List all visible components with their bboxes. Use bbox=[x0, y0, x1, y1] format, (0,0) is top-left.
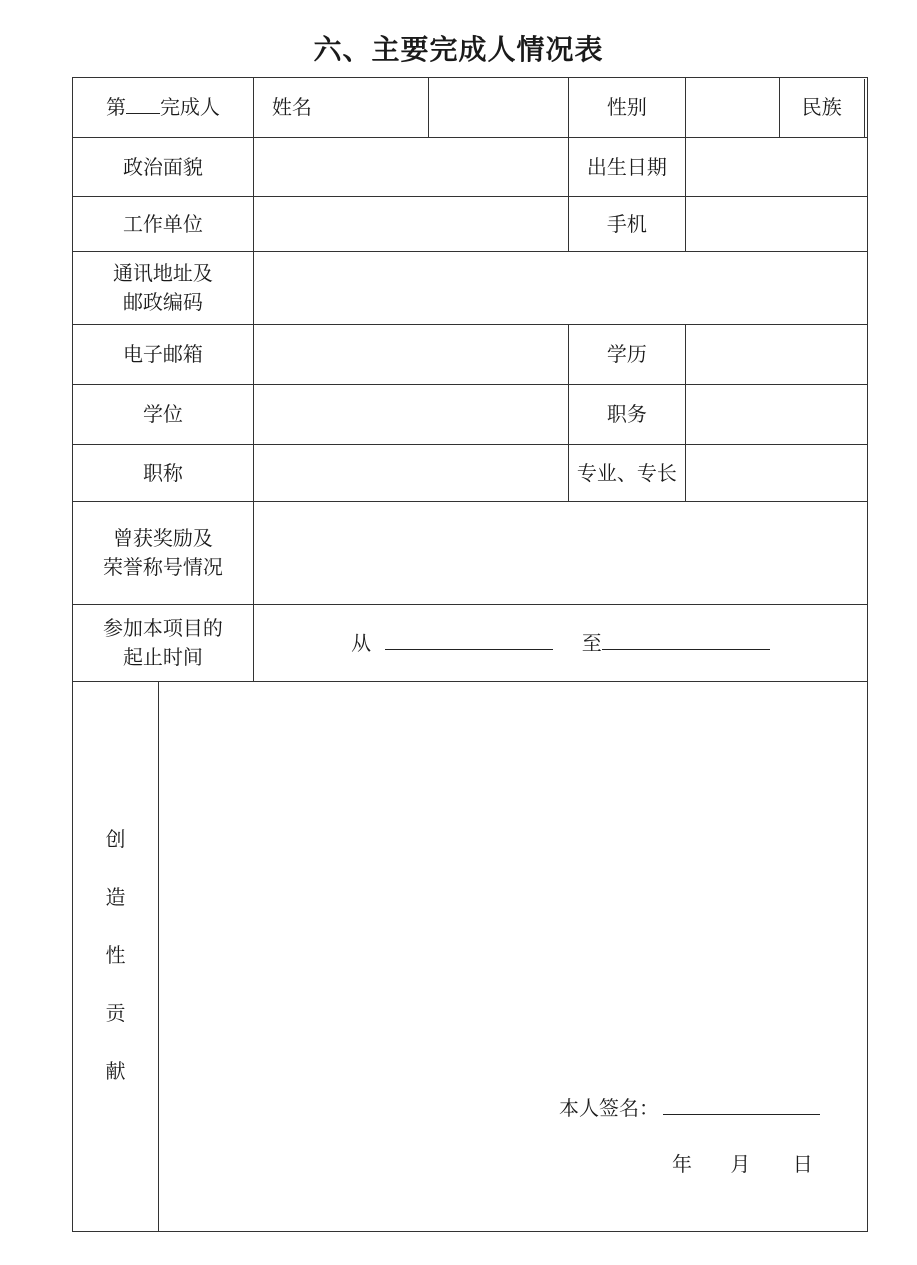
period-label bbox=[73, 605, 254, 682]
position-field[interactable] bbox=[685, 385, 867, 445]
contribution-field[interactable] bbox=[158, 682, 867, 1232]
title-label: 职称 bbox=[73, 445, 254, 502]
title-field[interactable] bbox=[253, 445, 568, 502]
awards-label-line1: 曾获奖励及 bbox=[112, 526, 213, 550]
contribution-char-3: 性 bbox=[105, 943, 126, 967]
work-unit-field[interactable] bbox=[253, 197, 568, 252]
degree-field[interactable] bbox=[253, 385, 568, 445]
contribution-label bbox=[73, 682, 159, 1232]
name-field[interactable] bbox=[429, 78, 569, 138]
period-to-label: 至 bbox=[581, 630, 602, 655]
ethnicity-label: 民族 bbox=[780, 79, 865, 137]
row-basic-info bbox=[73, 78, 868, 138]
contribution-char-5: 献 bbox=[105, 1059, 126, 1083]
address-field[interactable] bbox=[253, 252, 867, 325]
contribution-char-1: 创 bbox=[105, 827, 126, 851]
period-from-label: 从 bbox=[351, 630, 372, 655]
row-work-mobile bbox=[73, 197, 868, 252]
political-status-label: 政治面貌 bbox=[73, 138, 254, 197]
awards-field[interactable] bbox=[253, 502, 867, 605]
date-month-label: 月 bbox=[730, 1152, 751, 1176]
period-label-line2: 起止时间 bbox=[122, 645, 203, 669]
education-label: 学历 bbox=[568, 325, 685, 385]
address-label-line1: 通讯地址及 bbox=[112, 261, 213, 285]
row-project-period bbox=[73, 605, 868, 682]
position-label: 职务 bbox=[568, 385, 685, 445]
period-field bbox=[253, 605, 867, 682]
mobile-field[interactable] bbox=[685, 197, 867, 252]
mobile-label: 手机 bbox=[568, 197, 685, 252]
rank-prefix: 第 bbox=[105, 95, 126, 119]
work-unit-label: 工作单位 bbox=[73, 197, 254, 252]
birth-date-field[interactable] bbox=[685, 138, 867, 197]
row-political-birth bbox=[73, 138, 868, 197]
address-label-line2: 邮政编码 bbox=[122, 290, 203, 314]
signature-label: 本人签名： bbox=[558, 1096, 659, 1120]
awards-label-line2: 荣誉称号情况 bbox=[102, 555, 223, 579]
email-label: 电子邮箱 bbox=[73, 325, 254, 385]
specialty-field[interactable] bbox=[685, 445, 867, 502]
date-day-label: 日 bbox=[792, 1152, 813, 1176]
ethnicity-cell bbox=[779, 78, 867, 138]
row-awards bbox=[73, 502, 868, 605]
awards-label bbox=[73, 502, 254, 605]
row-email-education bbox=[73, 325, 868, 385]
date-row bbox=[672, 1150, 813, 1179]
gender-field[interactable] bbox=[685, 78, 779, 138]
rank-suffix: 完成人 bbox=[159, 95, 220, 119]
ethnicity-field[interactable] bbox=[865, 79, 867, 137]
address-label bbox=[73, 252, 254, 325]
name-label: 姓名 bbox=[253, 78, 428, 138]
personnel-form-table bbox=[72, 77, 868, 1232]
page-title: 六、主要完成人情况表 bbox=[313, 33, 604, 66]
contribution-char-2: 造 bbox=[105, 885, 126, 909]
row-degree-position bbox=[73, 385, 868, 445]
period-label-line1: 参加本项目的 bbox=[102, 616, 223, 640]
specialty-label: 专业、专长 bbox=[568, 445, 685, 502]
degree-label: 学位 bbox=[73, 385, 254, 445]
row-address bbox=[73, 252, 868, 325]
period-start-field[interactable] bbox=[385, 649, 553, 650]
signature-row bbox=[559, 1094, 820, 1123]
row-contribution bbox=[73, 682, 868, 1232]
birth-date-label: 出生日期 bbox=[568, 138, 685, 197]
rank-cell bbox=[73, 78, 254, 138]
date-year-label: 年 bbox=[671, 1152, 692, 1176]
period-end-field[interactable] bbox=[602, 649, 770, 650]
gender-label: 性别 bbox=[568, 78, 685, 138]
education-field[interactable] bbox=[685, 325, 867, 385]
signature-field[interactable] bbox=[663, 1114, 820, 1115]
political-status-field[interactable] bbox=[253, 138, 568, 197]
rank-blank-field[interactable] bbox=[126, 113, 160, 114]
contribution-char-4: 贡 bbox=[105, 1001, 126, 1025]
email-field[interactable] bbox=[253, 325, 568, 385]
row-title-specialty bbox=[73, 445, 868, 502]
